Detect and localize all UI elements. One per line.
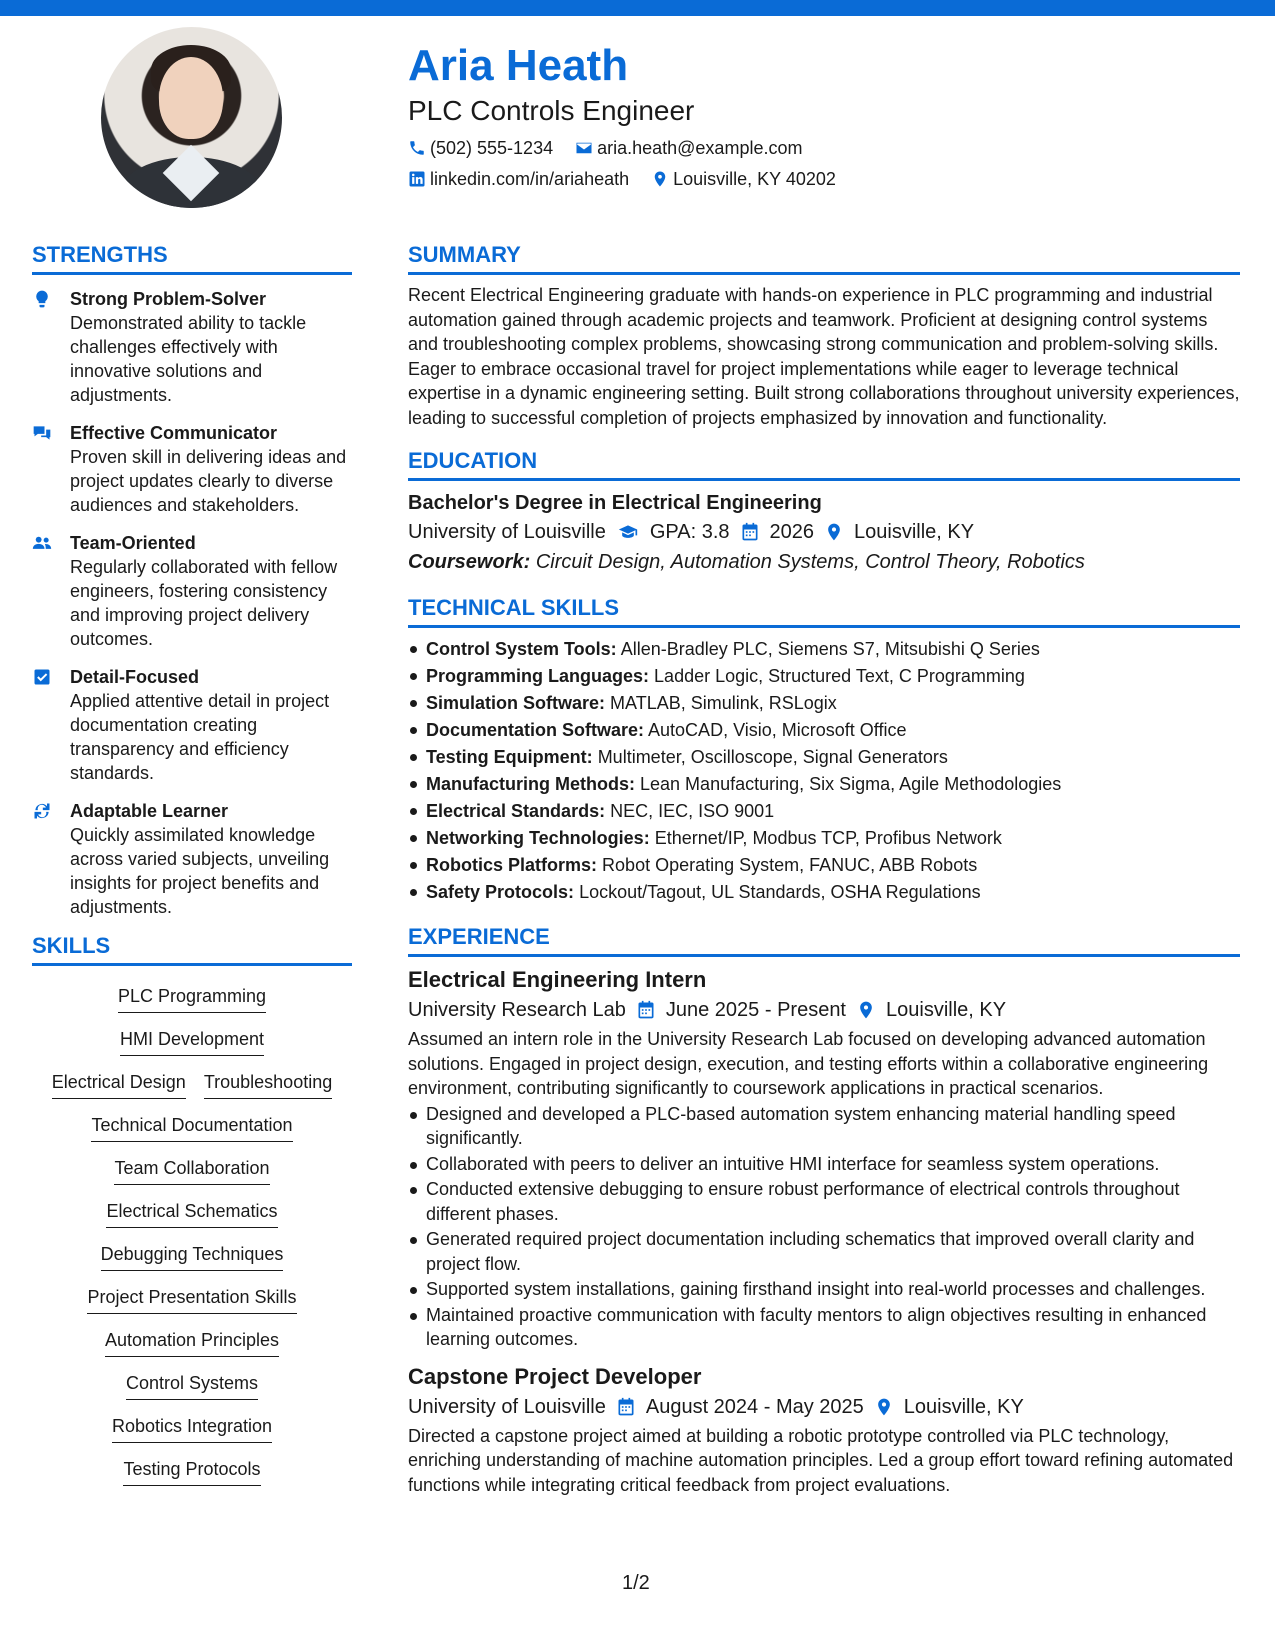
left-column xyxy=(32,242,352,1486)
users-icon xyxy=(32,531,54,651)
graduation-cap-icon xyxy=(616,522,640,542)
school-location: Louisville, KY xyxy=(854,521,975,543)
job-description: Directed a capstone project aimed at building a robotic prototype controlled via PLC technology, enriching understanding of machine automation principles. Led a group effort toward refining automated functions while integrating critical feedback from project evaluations. xyxy=(408,1425,1234,1495)
job-dates: June 2025 - Present xyxy=(665,999,846,1021)
skill-tag: Electrical Schematics xyxy=(106,1199,277,1228)
job-bullets xyxy=(408,1102,1240,1352)
tech-skill-label: Safety Protocols: xyxy=(426,882,575,902)
lightbulb-icon xyxy=(32,287,54,407)
education-meta xyxy=(408,517,1240,547)
strength-description: Demonstrated ability to tackle challenges effectively with innovative solutions and adjustments. xyxy=(70,313,307,405)
strength-item xyxy=(32,665,352,785)
strength-title: Detail-Focused xyxy=(70,667,200,687)
list-item: Supported system installations, gaining firsthand insight into real-world processes and challenges. xyxy=(408,1277,1240,1302)
calendar-icon xyxy=(740,522,760,542)
email-text: aria.heath@example.com xyxy=(597,138,803,158)
strength-title: Adaptable Learner xyxy=(70,801,229,821)
strength-item xyxy=(32,421,352,517)
strength-description: Regularly collaborated with fellow engineers, fostering consistency and improving project delivery outcomes. xyxy=(70,557,338,649)
tech-skill-value: Ladder Logic, Structured Text, C Programming xyxy=(654,666,1025,686)
tech-skill-label: Robotics Platforms: xyxy=(426,855,598,875)
top-accent-bar xyxy=(0,0,1275,16)
tech-skill-label: Programming Languages: xyxy=(426,666,650,686)
skill-tag: HMI Development xyxy=(120,1027,264,1056)
strength-description: Quickly assimilated knowledge across varied subjects, unveiling insights for project benefits and adjustments. xyxy=(70,825,330,917)
skill-tag: Troubleshooting xyxy=(204,1070,332,1099)
list-item xyxy=(408,798,1240,825)
job-org: University Research Lab xyxy=(408,999,626,1021)
coursework xyxy=(408,547,1240,577)
list-item xyxy=(408,744,1240,771)
map-pin-icon xyxy=(824,522,844,542)
list-item xyxy=(408,852,1240,879)
location-contact xyxy=(651,167,836,191)
list-item: Generated required project documentation including schematics that improved overall clarity and project flow. xyxy=(408,1227,1240,1276)
skill-tag: Electrical Design xyxy=(52,1070,186,1099)
experience-heading: EXPERIENCE xyxy=(408,924,1240,957)
summary-text: Recent Electrical Engineering graduate with hands-on experience in PLC programming and industrial automation gained through academic projects and teamwork. Proficient at designing control systems and troubleshooting complex problems, showcasing strong communication and problem-solving skills. Eager to embrace occasional travel for project implementations while eager to leverage technical expertise in a dynamic engineering setting. Built strong collaborations throughout university experiences, leading to successful completion of projects emphasized by innovation and functionality. xyxy=(408,285,1240,428)
skill-tag: Robotics Integration xyxy=(112,1414,272,1443)
strength-title: Team-Oriented xyxy=(70,533,196,553)
linkedin-contact[interactable] xyxy=(408,167,629,191)
skill-tag: Technical Documentation xyxy=(91,1113,292,1142)
location-text: Louisville, KY 40202 xyxy=(673,169,836,189)
strength-title: Strong Problem-Solver xyxy=(70,289,267,309)
tech-skill-label: Documentation Software: xyxy=(426,720,645,740)
tech-skill-label: Networking Technologies: xyxy=(426,828,650,848)
skill-tag: Debugging Techniques xyxy=(101,1242,284,1271)
map-pin-icon xyxy=(856,1000,876,1020)
summary-heading: SUMMARY xyxy=(408,242,1240,275)
tech-skill-label: Manufacturing Methods: xyxy=(426,774,635,794)
strength-item xyxy=(32,287,352,407)
job-title: Capstone Project Developer xyxy=(408,1363,702,1389)
candidate-title: PLC Controls Engineer xyxy=(408,95,695,126)
job-dates: August 2024 - May 2025 xyxy=(645,1395,864,1418)
list-item xyxy=(408,717,1240,744)
job-meta xyxy=(408,1392,1240,1422)
strength-item xyxy=(32,531,352,651)
job-meta xyxy=(408,995,1240,1025)
candidate-name: Aria Heath xyxy=(408,41,629,90)
page-number: 1/2 xyxy=(622,1572,650,1594)
tech-skill-value: NEC, IEC, ISO 9001 xyxy=(610,801,775,821)
phone-text: (502) 555-1234 xyxy=(430,138,554,158)
envelope-icon xyxy=(575,139,593,157)
coursework-list: Circuit Design, Automation Systems, Control Theory, Robotics xyxy=(535,551,1085,573)
phone-contact[interactable] xyxy=(408,136,553,160)
list-item xyxy=(408,636,1240,663)
map-pin-icon xyxy=(651,170,669,188)
list-item: Designed and developed a PLC-based automation system enhancing material handling speed significantly. xyxy=(408,1102,1240,1151)
tech-skill-label: Testing Equipment: xyxy=(426,747,593,767)
list-item xyxy=(408,771,1240,798)
job-location: Louisville, KY xyxy=(903,1395,1024,1418)
tech-skill-label: Electrical Standards: xyxy=(426,801,606,821)
tech-skill-label: Control System Tools: xyxy=(426,639,617,659)
skill-tag: PLC Programming xyxy=(118,984,266,1013)
refresh-icon xyxy=(32,799,54,919)
strength-description: Proven skill in delivering ideas and project updates clearly to diverse audiences and stakeholders. xyxy=(70,447,347,515)
technical-skills-heading: TECHNICAL SKILLS xyxy=(408,595,1240,628)
skills-list xyxy=(32,978,352,1486)
graduation-year: 2026 xyxy=(769,521,815,543)
list-item: Maintained proactive communication with faculty mentors to align objectives resulting in enhanced learning outcomes. xyxy=(408,1303,1240,1352)
calendar-icon xyxy=(616,1397,636,1417)
skill-tag: Testing Protocols xyxy=(123,1457,260,1486)
list-item xyxy=(408,690,1240,717)
skill-tag: Control Systems xyxy=(126,1371,258,1400)
tech-skill-value: AutoCAD, Visio, Microsoft Office xyxy=(648,720,907,740)
strength-item xyxy=(32,799,352,919)
skill-tag: Automation Principles xyxy=(105,1328,279,1357)
strengths-heading: STRENGTHS xyxy=(32,242,352,275)
list-item: Conducted extensive debugging to ensure robust performance of electrical controls throughout different phases. xyxy=(408,1177,1240,1226)
checkbox-icon xyxy=(32,665,54,785)
job-title: Electrical Engineering Intern xyxy=(408,967,707,992)
linkedin-text: linkedin.com/in/ariaheath xyxy=(430,169,630,189)
linkedin-icon xyxy=(408,170,426,188)
skills-heading: SKILLS xyxy=(32,933,352,966)
technical-skills-list xyxy=(408,636,1240,906)
tech-skill-value: Lean Manufacturing, Six Sigma, Agile Methodologies xyxy=(640,774,1062,794)
calendar-icon xyxy=(636,1000,656,1020)
tech-skill-value: Ethernet/IP, Modbus TCP, Profibus Network xyxy=(654,828,1002,848)
chat-icon xyxy=(32,421,54,517)
education-heading: EDUCATION xyxy=(408,448,1240,481)
contact-row-1 xyxy=(408,136,1248,160)
job-description: Assumed an intern role in the University Research Lab focused on developing advanced automation solutions. Engaged in project design, execution, and testing efforts within a collaborative engineering environment, contributing significantly to coursework applications in practical scenarios. xyxy=(408,1029,1209,1098)
strength-title: Effective Communicator xyxy=(70,423,278,443)
tech-skill-label: Simulation Software: xyxy=(426,693,606,713)
map-pin-icon xyxy=(874,1397,894,1417)
tech-skill-value: Allen-Bradley PLC, Siemens S7, Mitsubishi Q Series xyxy=(620,639,1040,659)
list-item: Collaborated with peers to deliver an intuitive HMI interface for seamless system operations. xyxy=(408,1152,1240,1177)
list-item xyxy=(408,663,1240,690)
tech-skill-value: Robot Operating System, FANUC, ABB Robots xyxy=(602,855,978,875)
skill-tag: Team Collaboration xyxy=(114,1156,269,1185)
right-column xyxy=(408,242,1240,1497)
tech-skill-value: MATLAB, Simulink, RSLogix xyxy=(610,693,837,713)
gpa-text: GPA: 3.8 xyxy=(649,521,730,543)
job-location: Louisville, KY xyxy=(886,999,1007,1021)
school-name: University of Louisville xyxy=(408,521,606,543)
contact-row-2 xyxy=(408,167,1248,191)
tech-skill-value: Multimeter, Oscilloscope, Signal Generators xyxy=(597,747,948,767)
strength-description: Applied attentive detail in project documentation creating transparency and efficiency standards. xyxy=(70,691,330,783)
tech-skill-value: Lockout/Tagout, UL Standards, OSHA Regulations xyxy=(579,882,981,902)
job-org: University of Louisville xyxy=(408,1395,606,1418)
header xyxy=(408,40,1248,191)
degree-title: Bachelor's Degree in Electrical Engineering xyxy=(408,492,822,514)
list-item xyxy=(408,825,1240,852)
profile-photo xyxy=(101,27,282,208)
phone-icon xyxy=(408,139,426,157)
coursework-label: Coursework: xyxy=(408,551,531,573)
skill-tag: Project Presentation Skills xyxy=(87,1285,296,1314)
email-contact[interactable] xyxy=(575,136,802,160)
list-item xyxy=(408,879,1240,906)
